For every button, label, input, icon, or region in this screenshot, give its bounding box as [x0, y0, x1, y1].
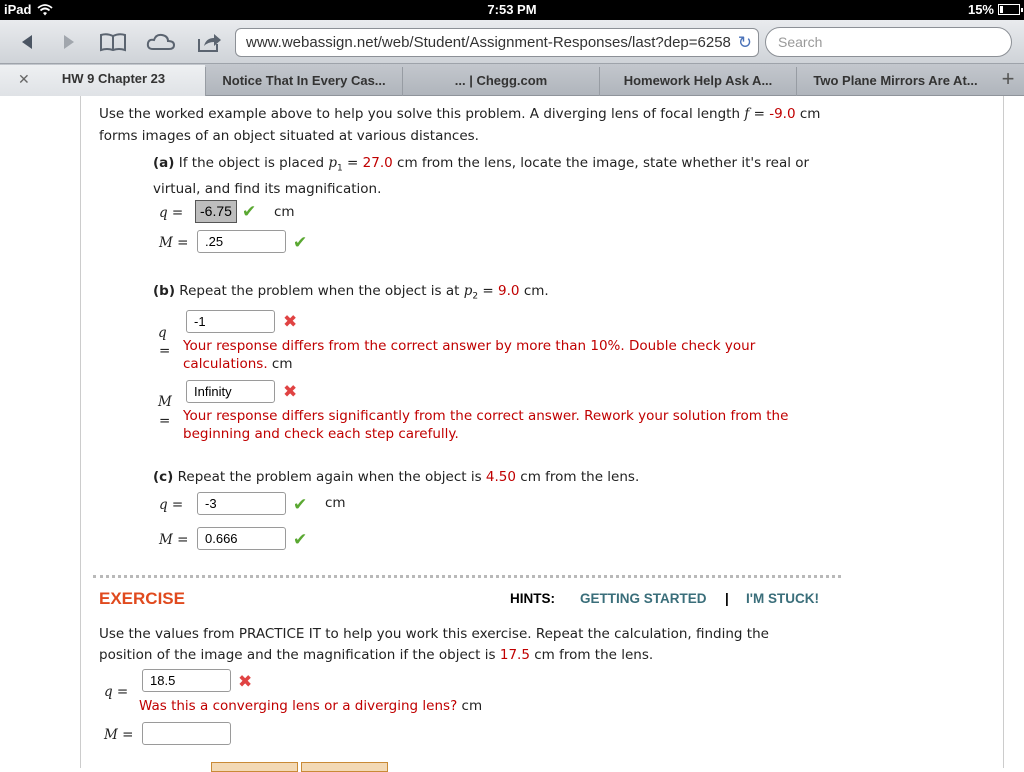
- search-placeholder: Search: [778, 34, 823, 50]
- bookmarks-icon[interactable]: [98, 28, 128, 56]
- tab-notice[interactable]: [205, 67, 402, 96]
- intro-line-1: Use the worked example above to help you solve this problem. A diverging lens of focal length f = -9.0 cm: [99, 106, 821, 122]
- part-a-q-input[interactable]: -6.75: [195, 200, 237, 223]
- part-b-q-error-2: calculations. cm: [183, 356, 293, 372]
- part-a-line-2: virtual, and find its magnification.: [153, 181, 382, 197]
- search-input[interactable]: [765, 27, 1012, 57]
- part-b-m-input[interactable]: Infinity: [186, 380, 275, 403]
- cross-icon: ✖: [283, 382, 298, 402]
- unit-label: cm: [274, 204, 295, 220]
- q-label: q: [158, 325, 167, 341]
- tab-homework-help[interactable]: [599, 67, 796, 96]
- device-name: iPad: [4, 2, 32, 17]
- tab-label: Notice That In Every Cas...: [222, 73, 386, 88]
- part-b-m-error-2: beginning and check each step carefully.: [183, 426, 459, 442]
- cloud-icon[interactable]: [146, 28, 176, 56]
- battery-icon: [998, 4, 1020, 15]
- hints-label: HINTS:: [510, 591, 555, 606]
- part-b-q-input[interactable]: -1: [186, 310, 275, 333]
- m-label: M =: [104, 727, 134, 743]
- hint-getting-started-link[interactable]: GETTING STARTED: [580, 591, 707, 606]
- share-icon[interactable]: [194, 28, 224, 56]
- equals-sign: =: [159, 343, 171, 359]
- part-c-line-1: (c) Repeat the problem again when the object is 4.50 cm from the lens.: [153, 469, 640, 485]
- part-a-line-1: (a) If the object is placed $p_1 = 27.0$ cm from the lens, locate the image, state whether it's real or: [153, 155, 810, 174]
- forward-icon[interactable]: [54, 28, 84, 56]
- cross-icon: ✖: [238, 672, 253, 692]
- m-label: M =: [159, 532, 189, 548]
- m-label: M =: [159, 235, 189, 251]
- intro-line-2: forms images of an object situated at various distances.: [99, 128, 479, 144]
- hint-im-stuck-link[interactable]: I'M STUCK!: [746, 591, 819, 606]
- q-label: q =: [104, 684, 129, 700]
- check-icon: ✔: [293, 233, 308, 253]
- save-progress-button[interactable]: [301, 762, 388, 772]
- new-tab-button[interactable]: +: [1001, 66, 1015, 91]
- cross-icon: ✖: [283, 312, 298, 332]
- part-b-m-error-1: Your response differs significantly from the correct answer. Rework your solution from the: [183, 408, 789, 424]
- part-a-m-input[interactable]: .25: [197, 230, 286, 253]
- part-b-q-error-1: Your response differs from the correct answer by more than 10%. Double check your: [183, 338, 756, 354]
- clock: 7:53 PM: [487, 2, 537, 17]
- submit-button[interactable]: [211, 762, 298, 772]
- tab-label: Two Plane Mirrors Are At...: [813, 73, 978, 88]
- tab-plane-mirrors[interactable]: [796, 67, 994, 96]
- hints-separator: |: [725, 591, 729, 606]
- exercise-q-feedback: Was this a converging lens or a diverging lens? cm: [139, 698, 483, 714]
- exercise-m-input[interactable]: [142, 722, 231, 745]
- unit-label: cm: [325, 495, 346, 511]
- close-icon[interactable]: ✕: [18, 71, 30, 87]
- tab-hw9[interactable]: [0, 65, 205, 96]
- equals-sign: =: [159, 413, 171, 429]
- exercise-line-1: Use the values from PRACTICE IT to help you work this exercise. Repeat the calculation, finding the: [99, 626, 769, 642]
- check-icon: ✔: [293, 530, 308, 550]
- url-text: www.webassign.net/web/Student/Assignment-Responses/last?dep=6258: [246, 34, 731, 51]
- browser-toolbar: [0, 20, 1024, 64]
- tab-label: ... | Chegg.com: [454, 73, 548, 88]
- part-b-line-1: (b) Repeat the problem when the object is at $p_2 = 9.0$ cm.: [153, 283, 549, 302]
- address-bar[interactable]: [235, 28, 759, 57]
- check-icon: ✔: [242, 202, 257, 222]
- part-c-m-input[interactable]: 0.666: [197, 527, 286, 550]
- back-icon[interactable]: [12, 28, 42, 56]
- q-label: q =: [159, 205, 184, 221]
- tab-bar: [0, 64, 1024, 96]
- tab-label: Homework Help Ask A...: [623, 73, 773, 88]
- exercise-line-2: position of the image and the magnification if the object is 17.5 cm from the lens.: [99, 647, 654, 663]
- section-divider: [93, 575, 841, 578]
- exercise-title: EXERCISE: [99, 589, 185, 608]
- battery-percent: 15%: [967, 2, 994, 17]
- tab-label: HW 9 Chapter 23: [61, 71, 166, 86]
- q-label: q =: [159, 497, 184, 513]
- reload-icon[interactable]: ↻: [737, 33, 752, 52]
- part-c-q-input[interactable]: -3: [197, 492, 286, 515]
- status-bar: [0, 0, 1024, 20]
- assignment-content: [80, 96, 1004, 768]
- m-label: M: [158, 394, 172, 410]
- tab-chegg[interactable]: [402, 67, 599, 96]
- check-icon: ✔: [293, 495, 308, 515]
- exercise-q-input[interactable]: 18.5: [142, 669, 231, 692]
